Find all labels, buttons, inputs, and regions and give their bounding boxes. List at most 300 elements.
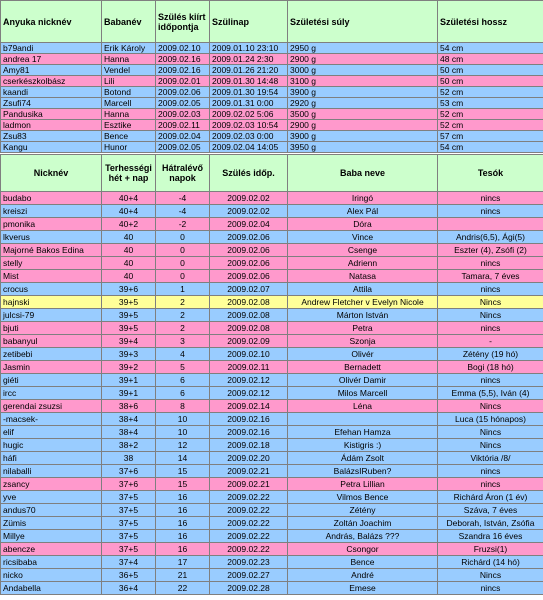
table-cell: 2009.02.14 [210, 400, 288, 413]
table-cell: nincs [438, 257, 543, 270]
table-cell: elif [1, 426, 102, 439]
table-row [1, 309, 543, 322]
table-cell: 2009.02.04 [156, 131, 210, 142]
table-cell: 2009.02.16 [156, 65, 210, 76]
table-cell: Viktória /8/ [438, 452, 543, 465]
table-cell: 37+5 [102, 530, 156, 543]
table-cell: Vendel [102, 65, 156, 76]
table-cell: Zétény (19 hó) [438, 348, 543, 361]
table-cell: András, Balázs ??? [288, 530, 438, 543]
table-cell: Márton István [288, 309, 438, 322]
table-cell: 36+4 [102, 582, 156, 595]
table-cell: 39+6 [102, 283, 156, 296]
table-cell: 3500 g [288, 109, 438, 120]
col-header-baby-name: Baba neve [288, 155, 438, 192]
table-cell: 38 [102, 452, 156, 465]
table-row [1, 205, 543, 218]
table-cell: Csongor [288, 543, 438, 556]
col-header-baby-name: Babanév [102, 1, 156, 43]
table-cell: 2009.02.04 14:05 [210, 142, 288, 153]
table-cell: 37+4 [102, 556, 156, 569]
table-cell: 39+5 [102, 296, 156, 309]
table-cell: 54 cm [438, 142, 543, 153]
table-cell: cserkészkolbász [1, 76, 102, 87]
table-cell: 57 cm [438, 131, 543, 142]
table-cell: gerendai zsuzsi [1, 400, 102, 413]
table-cell: háfi [1, 452, 102, 465]
table-cell: Luca (15 hónapos) [438, 413, 543, 426]
table-cell: Száva, 7 éves [438, 504, 543, 517]
table-cell: nincs [438, 478, 543, 491]
table-cell: Nincs [438, 439, 543, 452]
table-cell: -4 [156, 192, 210, 205]
table-cell: 2009.02.02 [210, 205, 288, 218]
table-row [1, 43, 543, 54]
table-cell: Pandusika [1, 109, 102, 120]
table-cell: 2920 g [288, 98, 438, 109]
table-cell: Fruzsi(1) [438, 543, 543, 556]
col-header-nickname: Nicknév [1, 155, 102, 192]
table-cell: Jasmin [1, 361, 102, 374]
table-cell: Hunor [102, 142, 156, 153]
table-cell: André [288, 569, 438, 582]
table-cell: Bence [288, 556, 438, 569]
table-cell: 2009.02.08 [210, 309, 288, 322]
table-cell: Vilmos Bence [288, 491, 438, 504]
table-cell: 2009.02.08 [210, 296, 288, 309]
table-cell: 39+2 [102, 361, 156, 374]
table-cell: Kangu [1, 142, 102, 153]
table2-header-row [1, 155, 543, 192]
table-cell: Marcell [102, 98, 156, 109]
table-cell: 2009.01.24 2:30 [210, 54, 288, 65]
table-cell: Andris(6,5), Ági(5) [438, 231, 543, 244]
table-cell: 5 [156, 361, 210, 374]
table-row [1, 582, 543, 595]
table-row [1, 465, 543, 478]
due-dates-table [0, 154, 543, 595]
table-cell: 2009.01.30 19:54 [210, 87, 288, 98]
table-cell: 2900 g [288, 120, 438, 131]
table-row [1, 335, 543, 348]
col-header-birthday: Szülinap [210, 1, 288, 43]
table-cell: 39+5 [102, 322, 156, 335]
table-cell: 3900 g [288, 87, 438, 98]
table-cell: 40 [102, 257, 156, 270]
table-cell: 2009.02.01 [156, 76, 210, 87]
table-cell: nincs [438, 192, 543, 205]
table-cell: Eszter (4), Zsófi (2) [438, 244, 543, 257]
table-cell: 2009.02.06 [156, 87, 210, 98]
table-cell: Olivér Damir [288, 374, 438, 387]
table-cell: Alex Pál [288, 205, 438, 218]
table-cell: julcsi-79 [1, 309, 102, 322]
table-cell: 2009.02.21 [210, 478, 288, 491]
table-row [1, 348, 543, 361]
table-cell: 2009.02.22 [210, 491, 288, 504]
birth-records-table [0, 0, 543, 153]
table-cell: Nincs [438, 296, 543, 309]
table-cell: 8 [156, 400, 210, 413]
table-cell: budabo [1, 192, 102, 205]
table-cell: 2009.02.12 [210, 387, 288, 400]
table-cell: 38+4 [102, 413, 156, 426]
table-cell: 3950 g [288, 142, 438, 153]
table-cell: 40 [102, 270, 156, 283]
table-cell: abencze [1, 543, 102, 556]
table-cell: 15 [156, 478, 210, 491]
table-cell: Szandra 16 éves [438, 530, 543, 543]
table-cell: Majorné Bakos Edina [1, 244, 102, 257]
table-cell: hajnski [1, 296, 102, 309]
table-cell: 2009.02.16 [210, 426, 288, 439]
table-cell: Tamara, 7 éves [438, 270, 543, 283]
table-cell: babanyul [1, 335, 102, 348]
table-row [1, 283, 543, 296]
table-cell: 0 [156, 244, 210, 257]
table-cell: 10 [156, 413, 210, 426]
table-cell: 2009.02.11 [156, 120, 210, 131]
table-cell: 2009.02.23 [210, 556, 288, 569]
table-cell: 38+6 [102, 400, 156, 413]
table-cell: 2 [156, 322, 210, 335]
table-cell: Petra [288, 322, 438, 335]
table-row [1, 296, 543, 309]
table-cell: Deborah, István, Zsófia [438, 517, 543, 530]
table-cell: kreiszi [1, 205, 102, 218]
table-cell: ricsibaba [1, 556, 102, 569]
table-cell: Léna [288, 400, 438, 413]
table-cell: pmonika [1, 218, 102, 231]
table-row [1, 452, 543, 465]
table-cell: Zoltán Joachim [288, 517, 438, 530]
col-header-birth-weight: Születési súly [288, 1, 438, 43]
table-cell: 2900 g [288, 54, 438, 65]
table-cell: 37+5 [102, 491, 156, 504]
table-cell: bjuti [1, 322, 102, 335]
table-cell: 2009.02.22 [210, 530, 288, 543]
table-cell: Emese [288, 582, 438, 595]
table-cell: Zümis [1, 517, 102, 530]
table-cell: 0 [156, 231, 210, 244]
table-row [1, 270, 543, 283]
table-cell: 2009.02.27 [210, 569, 288, 582]
table-cell [288, 413, 438, 426]
table-row [1, 257, 543, 270]
table-cell: 15 [156, 465, 210, 478]
table-cell: 2009.02.06 [210, 231, 288, 244]
table-row [1, 109, 543, 120]
table-cell: 2 [156, 296, 210, 309]
table-cell: 39+1 [102, 374, 156, 387]
table-cell: 16 [156, 517, 210, 530]
col-header-siblings: Tesók [438, 155, 543, 192]
table-cell: 2009.02.28 [210, 582, 288, 595]
table-cell: 4 [156, 348, 210, 361]
table-cell: Andabella [1, 582, 102, 595]
table-cell: 52 cm [438, 120, 543, 131]
table-cell: 2009.02.05 [156, 98, 210, 109]
table-cell: 1 [156, 283, 210, 296]
table-cell: Zétény [288, 504, 438, 517]
table-cell: 2009.02.06 [210, 244, 288, 257]
table-cell: Szonja [288, 335, 438, 348]
table-cell: 2009.01.31 0:00 [210, 98, 288, 109]
table-cell: 3900 g [288, 131, 438, 142]
table-cell: Petra Lillian [288, 478, 438, 491]
table-cell: - [438, 335, 543, 348]
table-cell: 22 [156, 582, 210, 595]
table-cell: 14 [156, 452, 210, 465]
table-cell: b79andi [1, 43, 102, 54]
table-cell: -4 [156, 205, 210, 218]
table-cell: Mist [1, 270, 102, 283]
table-cell: 52 cm [438, 87, 543, 98]
table-cell: Millye [1, 530, 102, 543]
table-cell: hugic [1, 439, 102, 452]
table-cell: 53 cm [438, 98, 543, 109]
table-row [1, 54, 543, 65]
table-row [1, 120, 543, 131]
table-cell: ladmon [1, 120, 102, 131]
table-cell: Dóra [288, 218, 438, 231]
table-cell: andus70 [1, 504, 102, 517]
table-cell: Nincs [438, 569, 543, 582]
table-row [1, 87, 543, 98]
table-cell: 2 [156, 309, 210, 322]
table-cell: 39+4 [102, 335, 156, 348]
table-cell: Iringó [288, 192, 438, 205]
table-cell: 40+2 [102, 218, 156, 231]
table-cell: 2009.02.11 [210, 361, 288, 374]
table-row [1, 322, 543, 335]
table-row [1, 413, 543, 426]
table-cell: Csenge [288, 244, 438, 257]
table-cell: 2009.02.06 [210, 257, 288, 270]
table-cell: Zsufi74 [1, 98, 102, 109]
table-cell: Erik Károly [102, 43, 156, 54]
table-row [1, 439, 543, 452]
table-row [1, 504, 543, 517]
table-cell: Amy81 [1, 65, 102, 76]
table-cell: 16 [156, 543, 210, 556]
table-cell: ircc [1, 387, 102, 400]
table-cell: 2009.02.22 [210, 504, 288, 517]
table-row [1, 361, 543, 374]
table-cell: 2009.02.22 [210, 517, 288, 530]
col-header-mother-nick: Anyuka nicknév [1, 1, 102, 43]
table-cell: Hanna [102, 54, 156, 65]
col-header-birth-length: Születési hossz [438, 1, 543, 43]
table-cell: 2009.02.03 10:54 [210, 120, 288, 131]
table-row [1, 387, 543, 400]
table-cell: nincs [438, 374, 543, 387]
table-cell: Andrew Fletcher v Evelyn Nicole [288, 296, 438, 309]
table-cell: 2009.02.04 [210, 218, 288, 231]
table-cell: 3 [156, 335, 210, 348]
table-cell [438, 218, 543, 231]
table-cell: 37+5 [102, 517, 156, 530]
table-row [1, 478, 543, 491]
table-cell: nincs [438, 322, 543, 335]
table-cell: andrea 17 [1, 54, 102, 65]
table-row [1, 231, 543, 244]
table-cell: 2009.02.03 0:00 [210, 131, 288, 142]
table-cell: Attila [288, 283, 438, 296]
table-cell: 2009.02.08 [210, 322, 288, 335]
col-header-days-left: Hátralévő napok [156, 155, 210, 192]
table-cell: 39+1 [102, 387, 156, 400]
table-row [1, 65, 543, 76]
table-cell: Zsu83 [1, 131, 102, 142]
table-cell: zetibebi [1, 348, 102, 361]
table-cell: 16 [156, 504, 210, 517]
table-cell: Nincs [438, 309, 543, 322]
table-cell: 40 [102, 231, 156, 244]
table-cell: nincs [438, 283, 543, 296]
table-cell: 3000 g [288, 65, 438, 76]
table-row [1, 76, 543, 87]
table-cell: 2009.02.21 [210, 465, 288, 478]
table-cell: 2009.01.26 21:20 [210, 65, 288, 76]
table-cell: Bernadett [288, 361, 438, 374]
table-row [1, 374, 543, 387]
table-cell: Efehan Hamza [288, 426, 438, 439]
table-cell: 2009.02.20 [210, 452, 288, 465]
table-cell: 39+3 [102, 348, 156, 361]
table-cell: 37+5 [102, 504, 156, 517]
table-cell: 40+4 [102, 205, 156, 218]
col-header-pregnancy-week: Terhességi hét + nap [102, 155, 156, 192]
table-cell: 48 cm [438, 54, 543, 65]
table-row [1, 98, 543, 109]
table-cell: 12 [156, 439, 210, 452]
table-cell: 2009.02.12 [210, 374, 288, 387]
table-cell: 2009.01.10 23:10 [210, 43, 288, 54]
table-cell: 2009.02.10 [210, 348, 288, 361]
table-cell: 37+6 [102, 478, 156, 491]
table-cell: crocus [1, 283, 102, 296]
table-cell: 39+5 [102, 309, 156, 322]
table-cell: 0 [156, 270, 210, 283]
table-cell: Botond [102, 87, 156, 98]
table-cell: Bence [102, 131, 156, 142]
table-cell: 54 cm [438, 43, 543, 54]
table-row [1, 556, 543, 569]
table-cell: Hanna [102, 109, 156, 120]
table-row [1, 530, 543, 543]
table-cell: 50 cm [438, 65, 543, 76]
table-cell: BalázsIRuben? [288, 465, 438, 478]
table-cell: lkverus [1, 231, 102, 244]
table-cell: 2009.02.16 [210, 413, 288, 426]
table-cell: Adrienn [288, 257, 438, 270]
table-cell: 16 [156, 530, 210, 543]
table-cell: 37+5 [102, 543, 156, 556]
table-cell: -2 [156, 218, 210, 231]
table-cell: 40 [102, 244, 156, 257]
table-cell: 2009.02.02 [210, 192, 288, 205]
table-cell: 2009.02.05 [156, 142, 210, 153]
table-cell: 6 [156, 374, 210, 387]
table-row [1, 426, 543, 439]
table-cell: nincs [438, 465, 543, 478]
table-cell: Bogi (18 hó) [438, 361, 543, 374]
table-cell: 38+4 [102, 426, 156, 439]
table1-header-row [1, 1, 543, 43]
table-cell: 2009.02.16 [156, 54, 210, 65]
table-cell: 6 [156, 387, 210, 400]
table-cell: 0 [156, 257, 210, 270]
table-row [1, 491, 543, 504]
table-cell: nicko [1, 569, 102, 582]
table-cell: Emma (5,5), Iván (4) [438, 387, 543, 400]
table-cell: 2009.02.09 [210, 335, 288, 348]
table-cell: kaandi [1, 87, 102, 98]
table-cell: 50 cm [438, 76, 543, 87]
table-cell: 2950 g [288, 43, 438, 54]
table-cell: 38+2 [102, 439, 156, 452]
table-row [1, 142, 543, 153]
table-row [1, 517, 543, 530]
table-row [1, 192, 543, 205]
col-header-due-date: Szülés kiírt időpontja [156, 1, 210, 43]
table-cell: Kistigris :) [288, 439, 438, 452]
table-cell: 40+4 [102, 192, 156, 205]
table-cell: stelly [1, 257, 102, 270]
table-row [1, 569, 543, 582]
table-cell: Esztike [102, 120, 156, 131]
table-cell: zsancy [1, 478, 102, 491]
table-cell: 2009.02.18 [210, 439, 288, 452]
table-cell: 36+5 [102, 569, 156, 582]
table-cell: 2009.02.02 5:06 [210, 109, 288, 120]
table-cell: nincs [438, 582, 543, 595]
table-row [1, 244, 543, 257]
table-cell: 16 [156, 491, 210, 504]
table-cell: Natasa [288, 270, 438, 283]
table-row [1, 131, 543, 142]
table-row [1, 543, 543, 556]
table-cell: 2009.02.07 [210, 283, 288, 296]
table-row [1, 400, 543, 413]
table-cell: 10 [156, 426, 210, 439]
table-row [1, 218, 543, 231]
table-cell: nincs [438, 205, 543, 218]
col-header-birth-date: Szülés időp. [210, 155, 288, 192]
table-cell: Nincs [438, 400, 543, 413]
table-cell: 2009.02.03 [156, 109, 210, 120]
table-cell: 2009.02.22 [210, 543, 288, 556]
table-cell: -macsek- [1, 413, 102, 426]
table-cell: Ádám Zsolt [288, 452, 438, 465]
table-cell: 37+6 [102, 465, 156, 478]
table-cell: Nincs [438, 426, 543, 439]
table-cell: 2009.02.06 [210, 270, 288, 283]
table-cell: yve [1, 491, 102, 504]
table-cell: 3100 g [288, 76, 438, 87]
table-cell: Vince [288, 231, 438, 244]
table-cell: 2009.01.30 14:48 [210, 76, 288, 87]
table-cell: Richárd (14 hó) [438, 556, 543, 569]
table-cell: 2009.02.10 [156, 43, 210, 54]
table-cell: Olivér [288, 348, 438, 361]
table-cell: 21 [156, 569, 210, 582]
table-cell: nilaballi [1, 465, 102, 478]
table-cell: Richárd Áron (1 év) [438, 491, 543, 504]
table-cell: 52 cm [438, 109, 543, 120]
table-cell: Milos Marcell [288, 387, 438, 400]
